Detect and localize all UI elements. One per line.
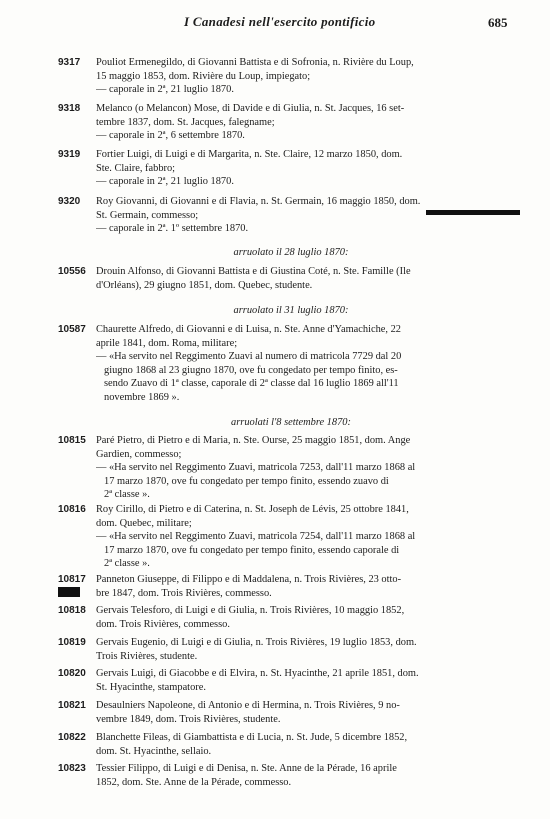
entry-line: giugno 1868 al 23 giugno 1870, ove fu congedato per tempo finito, es- — [104, 364, 398, 376]
entry-number: 10822 — [58, 732, 86, 743]
entry-number: 10556 — [58, 266, 86, 277]
ink-blot — [58, 587, 80, 597]
entry-text — [96, 604, 524, 631]
entry-number: 10818 — [58, 605, 86, 616]
section-heading: arruolato il 31 luglio 1870: — [233, 305, 349, 316]
entry-number: 9320 — [58, 196, 81, 207]
entry-line: dom. Trois Rivières, commesso. — [96, 618, 230, 630]
entry-line: 2ª classe ». — [104, 558, 150, 570]
entry-number: 10819 — [58, 637, 86, 648]
entry-number: 10821 — [58, 700, 86, 711]
entry-line: 17 marzo 1870, ove fu congedato per tempo finito, essendo caporale di — [104, 544, 400, 556]
entry-text — [96, 323, 524, 405]
entry-line: 15 maggio 1853, dom. Rivière du Loup, impiegato; — [96, 70, 311, 82]
entry-line: Roy Cirillo, di Pietro e di Caterina, n. St. Joseph de Lévis, 25 ottobre 1841, — [96, 504, 409, 515]
entry-text — [96, 762, 524, 789]
entry-line: — «Ha servito nel Reggimento Zuavi, matricola 7253, dall'11 marzo 1868 al — [96, 462, 416, 474]
entry-text — [96, 699, 524, 726]
entry-text — [96, 667, 524, 694]
entry-number: 10816 — [58, 504, 86, 515]
entry-text — [96, 195, 524, 236]
entry-line: Fortier Luigi, di Luigi e di Margarita, n. Ste. Claire, 12 marzo 1850, dom. — [96, 149, 403, 160]
entry-line: dom. St. Hyacinthe, sellaio. — [96, 745, 212, 757]
entry-line: Melanco (o Melancon) Mose, di Davide e di Giulia, n. St. Jacques, 16 set- — [96, 103, 405, 114]
ink-blot — [426, 210, 520, 215]
entry-text — [96, 102, 524, 143]
entry-text — [96, 56, 524, 97]
entry-line: vembre 1849, dom. Trois Rivières, studente. — [96, 713, 281, 725]
entry-line: Gardien, commesso; — [96, 448, 182, 460]
entry-line: — caporale in 2ª, 6 settembre 1870. — [96, 130, 245, 142]
entry-text — [96, 636, 524, 663]
entry-text — [96, 265, 524, 292]
entry-line: Gervais Eugenio, di Luigi e di Giulia, n. Trois Rivières, 19 luglio 1853, dom. — [96, 637, 417, 648]
entry-line: Chaurette Alfredo, di Giovanni e di Luisa, n. Ste. Anne d'Yamachiche, 22 — [96, 324, 401, 335]
entry-text — [96, 573, 524, 600]
entry-line: Ste. Claire, fabbro; — [96, 162, 176, 174]
running-header-title: I Canadesi nell'esercito pontificio — [184, 14, 376, 29]
section-heading: arruolato il 28 luglio 1870: — [233, 247, 349, 258]
entry-number: 10820 — [58, 668, 86, 679]
entry-line: — caporale in 2ª, 21 luglio 1870. — [96, 176, 234, 188]
entry-line: — «Ha servito nel Reggimento Zuavi, matricola 7254, dall'11 marzo 1868 al — [96, 531, 416, 543]
entry-line: d'Orléans), 29 giugno 1851, dom. Quebec, studente. — [96, 279, 313, 291]
entry-line: — caporale in 2ª, 21 luglio 1870. — [96, 84, 234, 96]
entry-line: sendo Zuavo di 1ª classe, caporale di 2ª classe dal 16 luglio 1869 all'11 — [104, 378, 399, 390]
entry-number: 9317 — [58, 57, 81, 68]
entry-line: Drouin Alfonso, di Giovanni Battista e di Giustina Coté, n. Ste. Famille (Ile — [96, 266, 411, 277]
entry-number: 10823 — [58, 763, 86, 774]
entry-line: Panneton Giuseppe, di Filippo e di Maddalena, n. Trois Rivières, 23 otto- — [96, 574, 402, 585]
entry-line: 1852, dom. Ste. Anne de la Pérade, commesso. — [96, 776, 292, 788]
entry-line: Tessier Filippo, di Luigi e di Denisa, n. Ste. Anne de la Pérade, 16 aprile — [96, 763, 397, 774]
entry-line: tembre 1837, dom. St. Jacques, falegname; — [96, 116, 275, 128]
entry-line: Gervais Luigi, di Giacobbe e di Elvira, n. St. Hyacinthe, 21 aprile 1851, dom. — [96, 668, 419, 679]
entry-line: Blanchette Fileas, di Giambattista e di Lucia, n. St. Jude, 5 dicembre 1852, — [96, 732, 408, 743]
entry-line: St. Germain, commesso; — [96, 209, 199, 221]
entry-line: — caporale in 2ª. 1º settembre 1870. — [96, 223, 249, 235]
page-number: 685 — [488, 15, 508, 30]
entry-number: 9318 — [58, 103, 81, 114]
entry-number: 10815 — [58, 435, 86, 446]
entry-line: aprile 1841, dom. Roma, militare; — [96, 337, 238, 349]
entry-line: — «Ha servito nel Reggimento Zuavi al numero di matricola 7729 dal 20 — [96, 351, 402, 363]
entry-line: 2ª classe ». — [104, 489, 150, 501]
entry-line: Paré Pietro, di Pietro e di Maria, n. Ste. Ourse, 25 maggio 1851, dom. Ange — [96, 435, 411, 446]
entry-line: St. Hyacinthe, stampatore. — [96, 681, 206, 693]
entry-line: Gervais Telesforo, di Luigi e di Giulia, n. Trois Rivières, 10 maggio 1852, — [96, 605, 405, 616]
entry-text — [96, 503, 524, 571]
entry-text — [96, 148, 524, 189]
section-heading: arruolati l'8 settembre 1870: — [231, 417, 351, 428]
entry-line: novembre 1869 ». — [104, 391, 180, 403]
entry-line: Roy Giovanni, di Giovanni e di Flavia, n. St. Germain, 16 maggio 1850, dom. — [96, 196, 421, 207]
entry-line: Pouliot Ermenegildo, di Giovanni Battista e di Sofronia, n. Rivière du Loup, — [96, 57, 414, 68]
entry-line: dom. Quebec, militare; — [96, 517, 192, 529]
entry-number: 9319 — [58, 149, 81, 160]
entry-line: Trois Rivières, studente. — [96, 650, 198, 662]
entry-line: bre 1847, dom. Trois Rivières, commesso. — [96, 587, 272, 599]
entry-text — [96, 434, 524, 502]
entry-number: 10587 — [58, 324, 86, 335]
entry-number: 10817 — [58, 574, 86, 585]
entry-text — [96, 731, 524, 758]
entry-line: 17 marzo 1870, ove fu congedato per tempo finito, essendo zuavo di — [104, 475, 389, 487]
entry-line: Desaulniers Napoleone, di Antonio e di Hermina, n. Trois Rivières, 9 no- — [96, 700, 400, 711]
